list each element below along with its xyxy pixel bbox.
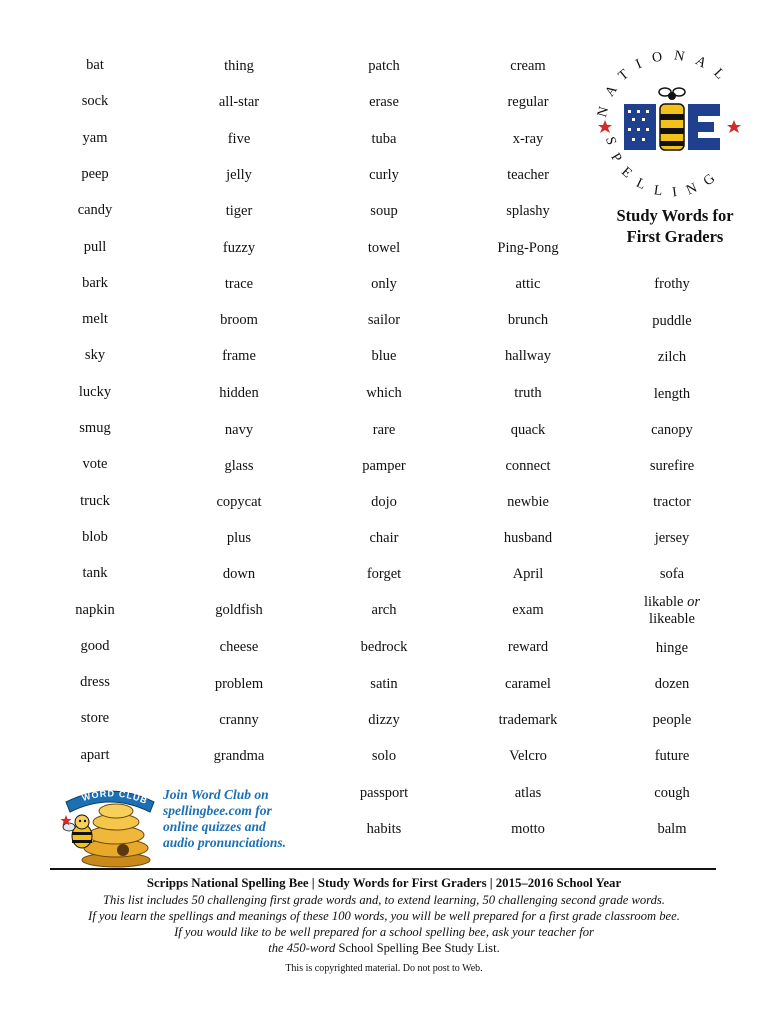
word: brunch xyxy=(507,312,549,328)
word: likable xyxy=(644,594,684,610)
word: caramel xyxy=(505,676,551,692)
word: dozen xyxy=(654,676,690,692)
word: only xyxy=(371,276,397,292)
word: solo xyxy=(371,748,397,764)
word: sock xyxy=(81,93,109,109)
word: pull xyxy=(83,239,107,255)
word: habits xyxy=(366,821,402,837)
national-spelling-bee-logo xyxy=(592,48,752,198)
bee-icon xyxy=(659,88,685,150)
word: truck xyxy=(80,493,110,509)
word: peep xyxy=(81,166,109,182)
word: fuzzy xyxy=(222,240,256,256)
word: passport xyxy=(359,785,409,801)
word: problem xyxy=(214,676,264,692)
word: frothy xyxy=(654,276,690,292)
study-list-name: School Spelling Bee Study List. xyxy=(338,941,500,955)
word: goldfish xyxy=(215,602,263,618)
word: dress xyxy=(80,674,110,690)
word: reward xyxy=(507,639,549,655)
logo-arc-top-text: NATIONAL xyxy=(595,48,735,119)
word: length xyxy=(653,386,691,402)
word: Ping-Pong xyxy=(497,240,559,256)
word: canopy xyxy=(651,422,693,438)
word: jelly xyxy=(226,167,252,183)
word-club-logo xyxy=(60,778,160,870)
word: navy xyxy=(224,422,254,438)
word: tank xyxy=(82,565,108,581)
word: future xyxy=(654,748,690,764)
word: erase xyxy=(369,94,399,110)
word-alternate-spelling xyxy=(607,594,737,628)
word: newbie xyxy=(507,494,549,510)
word: balm xyxy=(657,821,687,837)
word-club-line-1: Join Word Club on xyxy=(163,787,269,802)
word: April xyxy=(512,566,544,582)
word: dizzy xyxy=(368,712,400,728)
word: cranny xyxy=(219,712,259,728)
word: sailor xyxy=(367,312,401,328)
word: candy xyxy=(77,202,113,218)
footer-line-2: If you learn the spellings and meanings of these 100 words, you will be well prepared for a first grade classroom bee. xyxy=(88,909,680,923)
word: tiger xyxy=(225,203,253,219)
logo-title-line-2: First Graders xyxy=(626,227,724,246)
footer-line-3: If you would like to be well prepared for a school spelling bee, ask your teacher for xyxy=(174,925,594,939)
word: bat xyxy=(86,57,104,73)
word: trademark xyxy=(498,712,558,728)
word: cheese xyxy=(219,639,259,655)
word: husband xyxy=(503,530,553,546)
word: all-star xyxy=(218,94,260,110)
logo-arc-bottom-text: SPELLING xyxy=(601,135,727,198)
word: bedrock xyxy=(360,639,408,655)
word: attic xyxy=(515,276,541,292)
logo-letter-b xyxy=(624,104,656,150)
word: teacher xyxy=(507,167,549,183)
word: good xyxy=(80,638,110,654)
word-club-promo[interactable] xyxy=(163,787,333,851)
word-club-line-4: audio pronunciations. xyxy=(163,835,287,850)
footer-line-1: This list includes 50 challenging first grade words and, to extend learning, 50 challenging second grade words. xyxy=(103,893,665,907)
word: truth xyxy=(514,385,542,401)
word: lucky xyxy=(78,384,112,400)
word: grandma xyxy=(213,748,265,764)
word: tuba xyxy=(371,131,397,147)
word: vote xyxy=(82,456,108,472)
word: hinge xyxy=(655,640,689,656)
logo-title-line-1: Study Words for xyxy=(616,206,734,225)
word: motto xyxy=(511,821,545,837)
star-left-icon xyxy=(598,120,612,133)
word: atlas xyxy=(514,785,542,801)
word: apart xyxy=(80,747,110,763)
star-right-icon xyxy=(727,120,741,133)
word: which xyxy=(366,385,402,401)
word: copycat xyxy=(216,494,262,510)
word: splashy xyxy=(506,203,550,219)
word: connect xyxy=(505,458,551,474)
logo-title xyxy=(592,205,758,247)
word: surefire xyxy=(649,458,695,474)
word: cough xyxy=(654,785,690,801)
word: Velcro xyxy=(509,748,547,764)
word: thing xyxy=(224,58,254,74)
word: yam xyxy=(82,130,108,146)
word: jersey xyxy=(654,530,690,546)
word: forget xyxy=(366,566,402,582)
word: plus xyxy=(226,530,252,546)
word: pamper xyxy=(362,458,406,474)
word: satin xyxy=(370,676,398,692)
word: soup xyxy=(370,203,398,219)
footer-line-4-italic: the 450-word xyxy=(268,941,336,955)
word: melt xyxy=(82,311,108,327)
word: trace xyxy=(224,276,254,292)
word: five xyxy=(227,131,251,147)
word: people xyxy=(652,712,692,728)
word: rare xyxy=(372,422,396,438)
word: tractor xyxy=(653,494,691,510)
word: glass xyxy=(224,458,254,474)
word: arch xyxy=(371,602,397,618)
footer-title: Scripps National Spelling Bee | Study Words for First Graders | 2015–2016 School Year xyxy=(146,876,622,890)
word: x-ray xyxy=(512,131,544,147)
word: dojo xyxy=(371,494,397,510)
word: broom xyxy=(220,312,258,328)
word-club-line-3: online quizzes and xyxy=(163,819,266,834)
word-club-line-2: spellingbee.com for xyxy=(163,803,272,818)
word: hidden xyxy=(219,385,259,401)
word: down xyxy=(222,566,256,582)
copyright-notice: This is copyrighted material. Do not post to Web. xyxy=(285,963,483,974)
word: blob xyxy=(82,529,108,545)
logo-letter-e xyxy=(688,104,720,150)
svg-text:WORD CLUB: WORD CLUB xyxy=(80,788,150,807)
word: regular xyxy=(507,94,549,110)
word: curly xyxy=(369,167,399,183)
footer-divider xyxy=(50,868,716,870)
word: quack xyxy=(510,422,546,438)
word: towel xyxy=(367,240,401,256)
word: blue xyxy=(371,348,397,364)
word: puddle xyxy=(652,313,692,329)
word: frame xyxy=(222,348,256,364)
word: cream xyxy=(510,58,546,74)
word: sky xyxy=(84,347,106,363)
or-connector: or xyxy=(687,594,700,610)
word: smug xyxy=(79,420,111,436)
word: bark xyxy=(82,275,108,291)
word: zilch xyxy=(657,349,687,365)
word: likeable xyxy=(649,611,695,627)
word: hallway xyxy=(505,348,551,364)
word: exam xyxy=(512,602,544,618)
word: patch xyxy=(368,58,400,74)
word: chair xyxy=(369,530,399,546)
footer-line-4 xyxy=(0,940,768,956)
word: store xyxy=(80,710,110,726)
word: napkin xyxy=(75,602,115,618)
word: sofa xyxy=(659,566,685,582)
